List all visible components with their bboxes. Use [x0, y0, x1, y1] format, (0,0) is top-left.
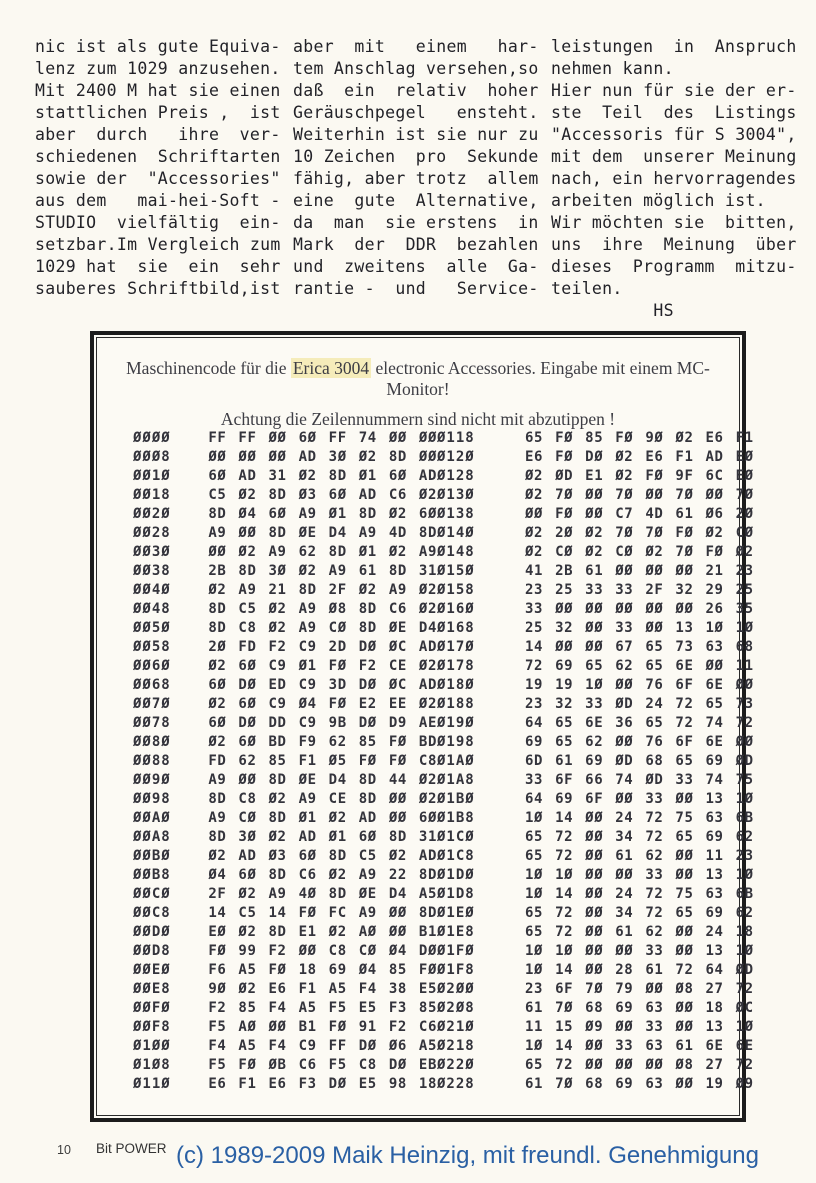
- hex-row: [133, 1000, 437, 1019]
- hex-bytes: 6Ø DØ DD C9 9B DØ D9 AE: [208, 715, 437, 731]
- hex-row: [133, 1076, 437, 1095]
- hex-address: ØØFØ: [133, 1000, 171, 1016]
- hex-address: ØØ18: [133, 487, 171, 503]
- hex-row: [133, 601, 437, 620]
- hex-row: [437, 753, 754, 772]
- hex-address: ØØDØ: [133, 924, 171, 940]
- hex-bytes: 6Ø AD 31 Ø2 8D Ø1 6Ø AD: [208, 468, 437, 484]
- hex-bytes: F4 A5 F4 C9 FF DØ Ø6 A5: [208, 1038, 437, 1054]
- hex-address: Ø118: [437, 430, 475, 446]
- text-line: eine gute Alternative,: [293, 191, 539, 210]
- hex-row: [133, 544, 437, 563]
- hex-bytes: F2 85 F4 A5 F5 E5 F3 85: [208, 1000, 437, 1016]
- listing-header-line-1: [97, 358, 739, 400]
- hex-row: [437, 544, 754, 563]
- hex-address: ØØØ8: [133, 449, 171, 465]
- hex-bytes: E6 F1 E6 F3 DØ E5 98 18: [208, 1076, 437, 1092]
- hex-bytes: 65 72 ØØ 61 62 ØØ 11 23: [525, 848, 754, 864]
- listing-header-line-2: Achtung die Zeilennummern sind nicht mit abzutippen !: [220, 409, 616, 429]
- hex-address: Ø1D8: [437, 886, 475, 902]
- hex-bytes: 1Ø 1Ø ØØ ØØ 33 ØØ 13 1Ø: [525, 943, 754, 959]
- hex-bytes: A9 CØ 8D Ø1 Ø2 AD ØØ 6Ø: [208, 810, 437, 826]
- hex-row: [133, 867, 437, 886]
- text-line: HS: [551, 301, 674, 320]
- hex-row: [437, 1038, 754, 1057]
- text-line: aber mit einem har-: [293, 37, 539, 56]
- hex-row: [133, 829, 437, 848]
- hex-row: [437, 696, 754, 715]
- hex-address: Ø1F8: [437, 962, 475, 978]
- hex-row: [437, 867, 754, 886]
- hex-bytes: Ø4 6Ø 8D C6 Ø2 A9 22 8D: [208, 867, 437, 883]
- hex-row: [437, 601, 754, 620]
- hex-bytes: ØØ FØ ØØ C7 4D 61 Ø6 2Ø: [525, 506, 754, 522]
- hex-bytes: Ø2 7Ø ØØ 7Ø ØØ 7Ø ØØ 7Ø: [525, 487, 754, 503]
- hex-address: ØØF8: [133, 1019, 171, 1035]
- hex-address: ØØ1Ø: [133, 468, 171, 484]
- hex-row: [437, 506, 754, 525]
- hex-row: [437, 848, 754, 867]
- listing-header-post: electronic Accessories. Eingabe mit einem MC-Monitor!: [371, 358, 710, 399]
- hex-address: Ø12Ø: [437, 449, 475, 465]
- hex-bytes: 8D C5 Ø2 A9 Ø8 8D C6 Ø2: [208, 601, 437, 617]
- hex-address: Ø1C8: [437, 848, 475, 864]
- hex-bytes: ØØ ØØ ØØ AD 3Ø Ø2 8D ØØ: [208, 449, 437, 465]
- copyright-watermark: (c) 1989-2009 Maik Heinzig, mit freundl. Genehmigung: [176, 1142, 759, 1169]
- hex-address: ØØEØ: [133, 962, 171, 978]
- hex-address: Ø1CØ: [437, 829, 475, 845]
- hex-bytes: F5 AØ ØØ B1 FØ 91 F2 C6: [208, 1019, 437, 1035]
- hex-row: [133, 658, 437, 677]
- hex-address: Ø1B8: [437, 810, 475, 826]
- hex-bytes: 1Ø 14 ØØ 33 63 61 6E 6E: [525, 1038, 754, 1054]
- hex-address: ØØ7Ø: [133, 696, 171, 712]
- text-line: lenz zum 1029 anzusehen.: [35, 59, 281, 78]
- hex-bytes: 6Ø DØ ED C9 3D DØ ØC AD: [208, 677, 437, 693]
- hex-row: [437, 715, 754, 734]
- hex-bytes: 61 7Ø 68 69 63 ØØ 19 Ø9: [525, 1076, 754, 1092]
- hex-bytes: 61 7Ø 68 69 63 ØØ 18 ØC: [525, 1000, 754, 1016]
- text-line: setzbar.Im Vergleich zum: [35, 235, 281, 254]
- hex-row: [133, 639, 437, 658]
- text-line: 10 Zeichen pro Sekunde: [293, 147, 539, 166]
- text-line: da man sie erstens in: [293, 213, 539, 232]
- article-column-1: [35, 36, 287, 322]
- hex-row: [133, 734, 437, 753]
- hex-bytes: 8D Ø4 6Ø A9 Ø1 8D Ø2 6Ø: [208, 506, 437, 522]
- text-line: nic ist als gute Equiva-: [35, 37, 281, 56]
- hex-bytes: Ø2 AD Ø3 6Ø 8D C5 Ø2 AD: [208, 848, 437, 864]
- text-line: Wir möchten sie bitten,: [551, 213, 797, 232]
- hex-row: [437, 677, 754, 696]
- hex-bytes: 19 19 1Ø ØØ 76 6F 6E ØØ: [525, 677, 754, 693]
- hex-bytes: 72 69 65 62 65 6E ØØ 11: [525, 658, 754, 674]
- hex-address: Ø1Ø8: [133, 1057, 171, 1073]
- hex-address: Ø22Ø: [437, 1057, 475, 1073]
- hex-address: Ø158: [437, 582, 475, 598]
- hex-address: Ø168: [437, 620, 475, 636]
- hex-bytes: A9 ØØ 8D ØE D4 8D 44 Ø2: [208, 772, 437, 788]
- hex-row: [133, 753, 437, 772]
- hex-address: ØØ9Ø: [133, 772, 171, 788]
- text-line: und zweitens alle Ga-: [293, 257, 539, 276]
- text-line: aber durch ihre ver-: [35, 125, 281, 144]
- hex-address: Ø19Ø: [437, 715, 475, 731]
- hex-address: ØØBØ: [133, 848, 171, 864]
- hex-address: Ø148: [437, 544, 475, 560]
- hex-row: [133, 981, 437, 1000]
- hex-row: [437, 1057, 754, 1076]
- hex-row: [133, 962, 437, 981]
- hex-row: [133, 715, 437, 734]
- hex-row: [133, 1019, 437, 1038]
- hex-address: Ø16Ø: [437, 601, 475, 617]
- hex-address: Ø228: [437, 1076, 475, 1092]
- hex-row: [133, 848, 437, 867]
- hex-row: [437, 525, 754, 544]
- page-number: 10: [57, 1143, 71, 1157]
- hex-row: [133, 487, 437, 506]
- hex-address: Ø1FØ: [437, 943, 475, 959]
- hex-bytes: 1Ø 14 ØØ 28 61 72 64 ØD: [525, 962, 754, 978]
- hex-bytes: 23 6F 7Ø 79 ØØ Ø8 27 72: [525, 981, 754, 997]
- hex-bytes: 9Ø Ø2 E6 F1 A5 F4 38 E5: [208, 981, 437, 997]
- text-line: daß ein relativ hoher: [293, 81, 539, 100]
- text-line: sowie der "Accessories": [35, 169, 281, 188]
- text-line: STUDIO vielfältig ein-: [35, 213, 281, 232]
- hex-address: ØØ3Ø: [133, 544, 171, 560]
- hex-address: Ø1A8: [437, 772, 475, 788]
- hex-bytes: Ø2 6Ø BD F9 62 85 FØ BD: [208, 734, 437, 750]
- hex-bytes: Ø2 ØD E1 Ø2 FØ 9F 6C EØ: [525, 468, 754, 484]
- hex-row: [437, 886, 754, 905]
- hex-address: Ø1EØ: [437, 905, 475, 921]
- hex-address: Ø188: [437, 696, 475, 712]
- hexdump: [97, 430, 754, 1095]
- text-line: Mit 2400 M hat sie einen: [35, 81, 281, 100]
- text-line: schiedenen Schriftarten: [35, 147, 281, 166]
- text-line: teilen.: [551, 279, 623, 298]
- hex-bytes: F5 FØ ØB C6 F5 C8 DØ EB: [208, 1057, 437, 1073]
- hex-bytes: Ø2 6Ø C9 Ø1 FØ F2 CE Ø2: [208, 658, 437, 674]
- hex-bytes: 1Ø 1Ø ØØ ØØ 33 ØØ 13 1Ø: [525, 867, 754, 883]
- hex-address: Ø18Ø: [437, 677, 475, 693]
- text-line: rantie - und Service-: [293, 279, 539, 298]
- text-line: Geräuschpegel ensteht.: [293, 103, 539, 122]
- text-line: nehmen kann.: [551, 59, 674, 78]
- hex-row: [437, 981, 754, 1000]
- hex-bytes: 65 FØ 85 FØ 9Ø Ø2 E6 F1: [525, 430, 754, 446]
- hex-bytes: FF FF ØØ 6Ø FF 74 ØØ ØØ: [208, 430, 437, 446]
- text-line: Mark der DDR bezahlen: [293, 235, 539, 254]
- hex-bytes: 33 ØØ ØØ ØØ ØØ ØØ 26 35: [525, 601, 754, 617]
- hex-address: ØØ8Ø: [133, 734, 171, 750]
- hex-address: Ø2Ø8: [437, 1000, 475, 1016]
- hex-row: [133, 468, 437, 487]
- hex-row: [133, 791, 437, 810]
- text-line: Hier nun für sie der er-: [551, 81, 797, 100]
- hex-address: Ø11Ø: [133, 1076, 171, 1092]
- hex-address: ØØ4Ø: [133, 582, 171, 598]
- hex-bytes: 1Ø 14 ØØ 24 72 75 63 6B: [525, 886, 754, 902]
- hex-row: [437, 658, 754, 677]
- hex-row: [437, 1076, 754, 1095]
- hex-row: [437, 563, 754, 582]
- text-line: leistungen in Anspruch: [551, 37, 797, 56]
- hex-row: [437, 639, 754, 658]
- hex-row: [133, 449, 437, 468]
- hex-bytes: 23 32 33 ØD 24 72 65 73: [525, 696, 754, 712]
- hex-address: ØØ48: [133, 601, 171, 617]
- erica-3004-highlight: Erica 3004: [292, 358, 370, 378]
- text-line: fähig, aber trotz allem: [293, 169, 539, 188]
- text-line: 1029 hat sie ein sehr: [35, 257, 281, 276]
- hex-row: [437, 905, 754, 924]
- hex-row: [133, 1038, 437, 1057]
- hex-bytes: 23 25 33 33 2F 32 29 25: [525, 582, 754, 598]
- hex-bytes: 8D C8 Ø2 A9 CE 8D ØØ Ø2: [208, 791, 437, 807]
- hex-address: Ø178: [437, 658, 475, 674]
- hex-address: Ø1E8: [437, 924, 475, 940]
- hex-row: [133, 943, 437, 962]
- hex-bytes: F6 A5 FØ 18 69 Ø4 85 FØ: [208, 962, 437, 978]
- hex-address: ØØ38: [133, 563, 171, 579]
- hex-row: [133, 430, 437, 449]
- hex-address: ØØB8: [133, 867, 171, 883]
- hex-row: [437, 772, 754, 791]
- hex-address: Ø218: [437, 1038, 475, 1054]
- hex-address: ØØ2Ø: [133, 506, 171, 522]
- hex-address: Ø128: [437, 468, 475, 484]
- hex-address: Ø138: [437, 506, 475, 522]
- hex-row: [437, 810, 754, 829]
- hex-bytes: Ø2 2Ø Ø2 7Ø 7Ø FØ Ø2 CØ: [525, 525, 754, 541]
- hex-address: ØØ78: [133, 715, 171, 731]
- hex-address: Ø2ØØ: [437, 981, 475, 997]
- hex-address: ØØCØ: [133, 886, 171, 902]
- hex-bytes: 65 72 ØØ ØØ ØØ Ø8 27 72: [525, 1057, 754, 1073]
- hex-row: [133, 772, 437, 791]
- text-line: Weiterhin ist sie nur zu: [293, 125, 539, 144]
- hex-row: [133, 1057, 437, 1076]
- hex-address: ØØ28: [133, 525, 171, 541]
- hex-row: [133, 696, 437, 715]
- text-line: stattlichen Preis , ist: [35, 103, 281, 122]
- listing-box: [90, 331, 754, 1122]
- hex-address: Ø15Ø: [437, 563, 475, 579]
- hex-bytes: 41 2B 61 ØØ ØØ ØØ 21 23: [525, 563, 754, 579]
- hex-address: ØØA8: [133, 829, 171, 845]
- text-line: arbeiten möglich ist.: [551, 191, 766, 210]
- hex-bytes: 14 C5 14 FØ FC A9 ØØ 8D: [208, 905, 437, 921]
- hex-row: [133, 525, 437, 544]
- hex-bytes: 11 15 Ø9 ØØ 33 ØØ 13 1Ø: [525, 1019, 754, 1035]
- hex-bytes: E6 FØ DØ Ø2 E6 F1 AD EØ: [525, 449, 754, 465]
- hex-bytes: 65 72 ØØ 61 62 ØØ 24 18: [525, 924, 754, 940]
- hex-row: [437, 829, 754, 848]
- text-line: dieses Programm mitzu-: [551, 257, 797, 276]
- hex-row: [133, 886, 437, 905]
- hex-row: [437, 962, 754, 981]
- hex-bytes: Ø2 6Ø C9 Ø4 FØ E2 EE Ø2: [208, 696, 437, 712]
- listing-box-inner-border: [96, 337, 754, 1116]
- hex-row: [133, 506, 437, 525]
- hex-bytes: Ø2 A9 21 8D 2F Ø2 A9 Ø2: [208, 582, 437, 598]
- hex-bytes: FØ 99 F2 ØØ C8 CØ Ø4 DØ: [208, 943, 437, 959]
- hex-row: [437, 791, 754, 810]
- hex-bytes: 2Ø FD F2 C9 2D DØ ØC AD: [208, 639, 437, 655]
- hex-row: [437, 468, 754, 487]
- hex-bytes: 2F Ø2 A9 4Ø 8D ØE D4 A5: [208, 886, 437, 902]
- text-line: mit dem unserer Meinung: [551, 147, 797, 166]
- hex-bytes: 33 6F 66 74 ØD 33 74 75: [525, 772, 754, 788]
- hex-row: [437, 487, 754, 506]
- hex-bytes: 1Ø 14 ØØ 24 72 75 63 6B: [525, 810, 754, 826]
- hex-row: [437, 943, 754, 962]
- hex-bytes: EØ Ø2 8D E1 Ø2 AØ ØØ B1: [208, 924, 437, 940]
- hex-address: Ø1AØ: [437, 753, 475, 769]
- hex-bytes: 64 65 6E 36 65 72 74 72: [525, 715, 754, 731]
- hex-bytes: 64 69 6F ØØ 33 ØØ 13 1Ø: [525, 791, 754, 807]
- hex-bytes: C5 Ø2 8D Ø3 6Ø AD C6 Ø2: [208, 487, 437, 503]
- text-line: tem Anschlag versehen,so: [293, 59, 539, 78]
- hex-address: Ø14Ø: [437, 525, 475, 541]
- hex-row: [437, 1019, 754, 1038]
- hex-row: [133, 677, 437, 696]
- article-column-3: [551, 36, 803, 322]
- hex-address: Ø1DØ: [437, 867, 475, 883]
- hex-row: [133, 582, 437, 601]
- hex-row: [133, 905, 437, 924]
- text-line: aus dem mai-hei-Soft -: [35, 191, 281, 210]
- hex-address: ØØ58: [133, 639, 171, 655]
- hex-address: Ø198: [437, 734, 475, 750]
- hex-address: ØØC8: [133, 905, 171, 921]
- hex-bytes: A9 ØØ 8D ØE D4 A9 4D 8D: [208, 525, 437, 541]
- article-column-2: [293, 36, 545, 322]
- hex-bytes: ØØ Ø2 A9 62 8D Ø1 Ø2 A9: [208, 544, 437, 560]
- hex-bytes: Ø2 CØ Ø2 CØ Ø2 7Ø FØ Ø2: [525, 544, 754, 560]
- magazine-name: Bit POWER: [96, 1141, 167, 1156]
- hex-row: [437, 430, 754, 449]
- hex-bytes: 8D C8 Ø2 A9 CØ 8D ØE D4: [208, 620, 437, 636]
- hex-row: [133, 620, 437, 639]
- hex-row: [437, 734, 754, 753]
- hex-row: [437, 582, 754, 601]
- hex-address: ØØ98: [133, 791, 171, 807]
- hex-bytes: 25 32 ØØ 33 ØØ 13 1Ø 1Ø: [525, 620, 754, 636]
- hex-row: [133, 924, 437, 943]
- hex-bytes: 2B 8D 3Ø Ø2 A9 61 8D 31: [208, 563, 437, 579]
- text-line: sauberes Schriftbild,ist: [35, 279, 281, 298]
- hex-bytes: 6D 61 69 ØD 68 65 69 ØD: [525, 753, 754, 769]
- hex-address: Ø1ØØ: [133, 1038, 171, 1054]
- hex-address: ØØ68: [133, 677, 171, 693]
- hex-bytes: 65 72 ØØ 34 72 65 69 62: [525, 829, 754, 845]
- text-line: nach, ein hervorragendes: [551, 169, 797, 188]
- hex-address: Ø21Ø: [437, 1019, 475, 1035]
- hex-address: ØØD8: [133, 943, 171, 959]
- hex-address: ØØØØ: [133, 430, 171, 446]
- hex-bytes: 69 65 62 ØØ 76 6F 6E ØØ: [525, 734, 754, 750]
- hex-address: Ø17Ø: [437, 639, 475, 655]
- text-line: "Accessoris für S 3004",: [551, 125, 797, 144]
- hex-bytes: 14 ØØ ØØ 67 65 73 63 68: [525, 639, 754, 655]
- hex-row: [437, 620, 754, 639]
- hexdump-left-column: [133, 430, 437, 1095]
- hex-address: Ø1BØ: [437, 791, 475, 807]
- article-text: [35, 36, 809, 322]
- hex-row: [437, 449, 754, 468]
- hex-address: ØØ5Ø: [133, 620, 171, 636]
- hex-bytes: FD 62 85 F1 Ø5 FØ FØ C8: [208, 753, 437, 769]
- text-line: ste Teil des Listings: [551, 103, 797, 122]
- hexdump-right-column: [437, 430, 754, 1095]
- hex-address: ØØ6Ø: [133, 658, 171, 674]
- listing-header-pre: Maschinencode für die: [126, 358, 291, 378]
- hex-address: ØØE8: [133, 981, 171, 997]
- hex-row: [437, 1000, 754, 1019]
- hex-address: ØØ88: [133, 753, 171, 769]
- text-line: uns ihre Meinung über: [551, 235, 797, 254]
- hex-address: Ø13Ø: [437, 487, 475, 503]
- hex-row: [133, 563, 437, 582]
- hex-row: [437, 924, 754, 943]
- hex-bytes: 65 72 ØØ 34 72 65 69 62: [525, 905, 754, 921]
- hex-row: [133, 810, 437, 829]
- hex-address: ØØAØ: [133, 810, 171, 826]
- hex-bytes: 8D 3Ø Ø2 AD Ø1 6Ø 8D 31: [208, 829, 437, 845]
